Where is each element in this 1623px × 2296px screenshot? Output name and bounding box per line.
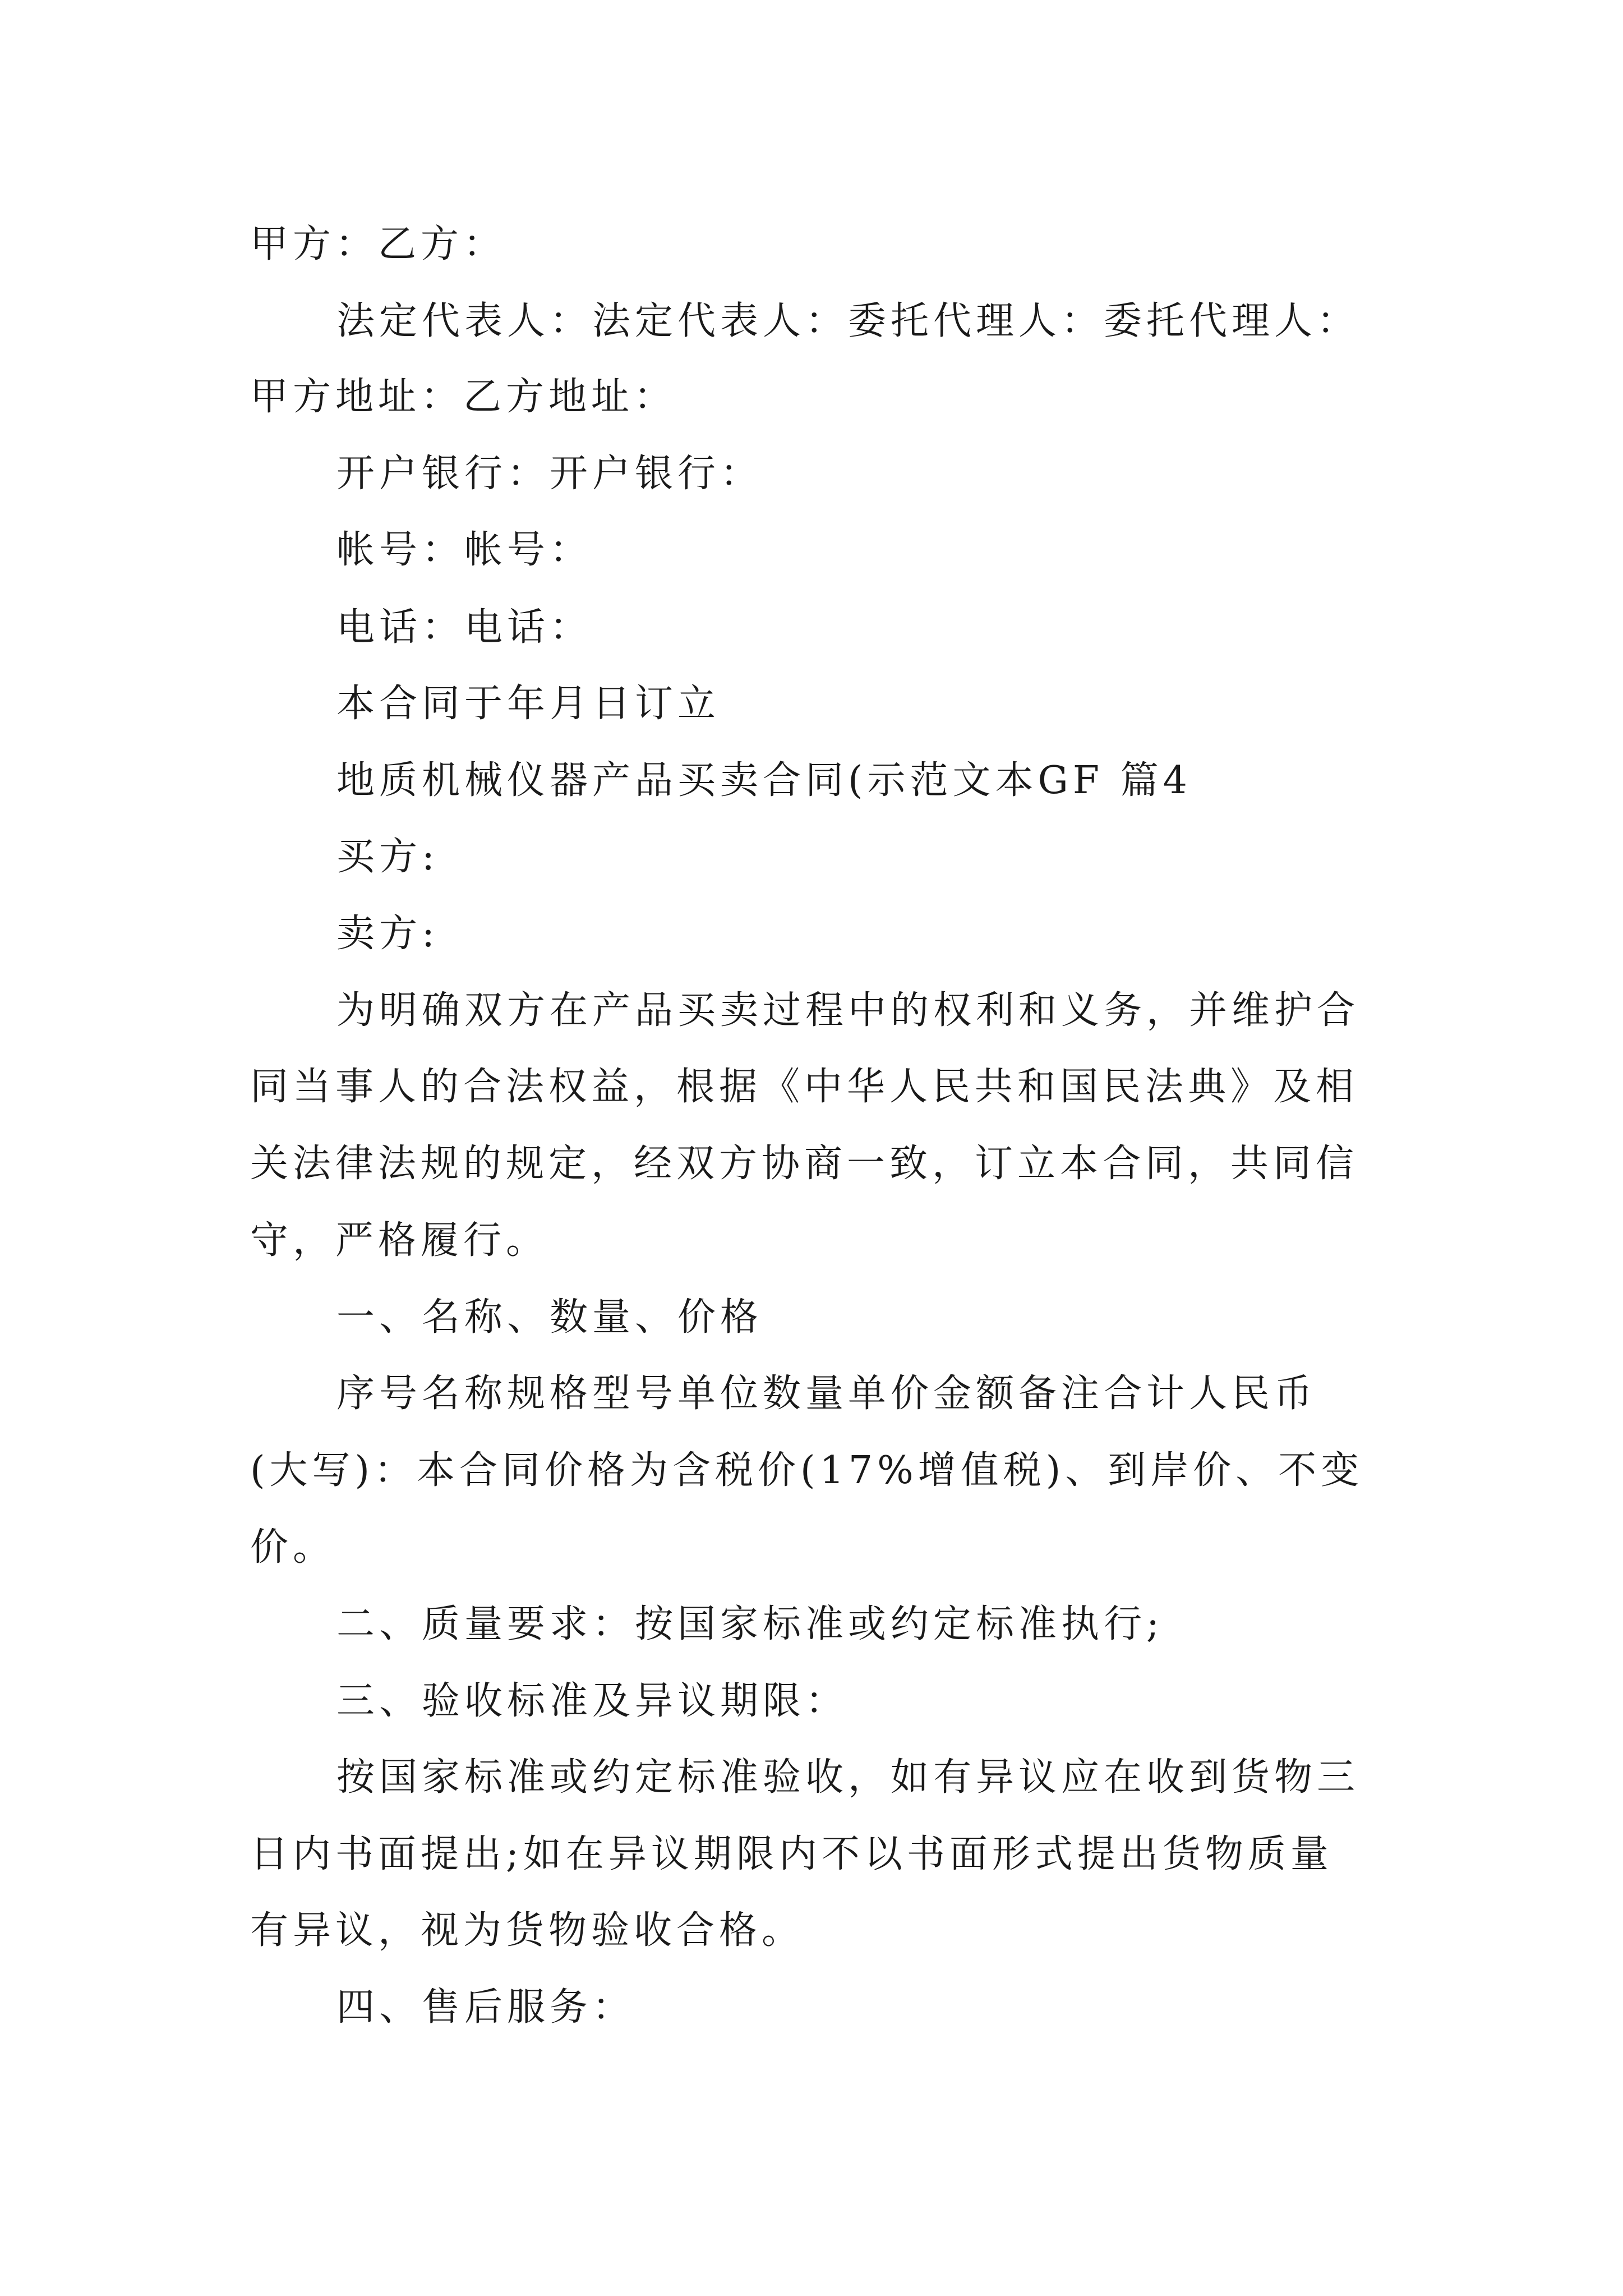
text-line: 买方: [336, 835, 439, 879]
text-line: 三、验收标准及异议期限： [336, 1679, 849, 1723]
text-line: 序号名称规格型号单位数量单价金额备注合计人民币 [336, 1372, 1317, 1416]
text-line: 电话：电话： [336, 605, 593, 650]
text-line: 同当事人的合法权益，根据《中华人民共和国民法典》及相 [250, 1065, 1359, 1109]
text-line: 价。 [250, 1525, 336, 1570]
text-line: 开户银行：开户银行： [336, 452, 763, 496]
text-line: 按国家标准或约定标准验收，如有异议应在收到货物三 [336, 1755, 1360, 1800]
text-line: 二、质量要求：按国家标准或约定标准执行; [336, 1602, 1164, 1646]
text-line: (大写)：本合同价格为含税价(17%增值税)、到岸价、不变 [250, 1448, 1364, 1493]
text-line: 甲方地址：乙方地址： [250, 375, 677, 419]
text-line: 四、售后服务： [336, 1985, 635, 2030]
text-line: 日内书面提出;如在异议期限内不以书面形式提出货物质量 [250, 1832, 1333, 1876]
text-line: 为明确双方在产品买卖过程中的权利和义务，并维护合 [336, 988, 1360, 1033]
text-line: 守，严格履行。 [250, 1218, 549, 1263]
text-line: 甲方：乙方： [250, 222, 506, 266]
text-line: 一、名称、数量、价格 [336, 1295, 763, 1340]
text-line: 卖方: [336, 912, 439, 956]
text-line: 法定代表人：法定代表人：委托代理人：委托代理人： [336, 299, 1360, 343]
text-line: 地质机械仪器产品买卖合同(示范文本GF 篇4 [336, 758, 1192, 803]
text-line: 关法律法规的规定，经双方协商一致，订立本合同，共同信 [250, 1142, 1359, 1186]
text-line: 有异议，视为货物验收合格。 [250, 1908, 805, 1953]
text-line: 帐号：帐号： [336, 528, 593, 572]
text-line: 本合同于年月日订立 [336, 682, 721, 726]
